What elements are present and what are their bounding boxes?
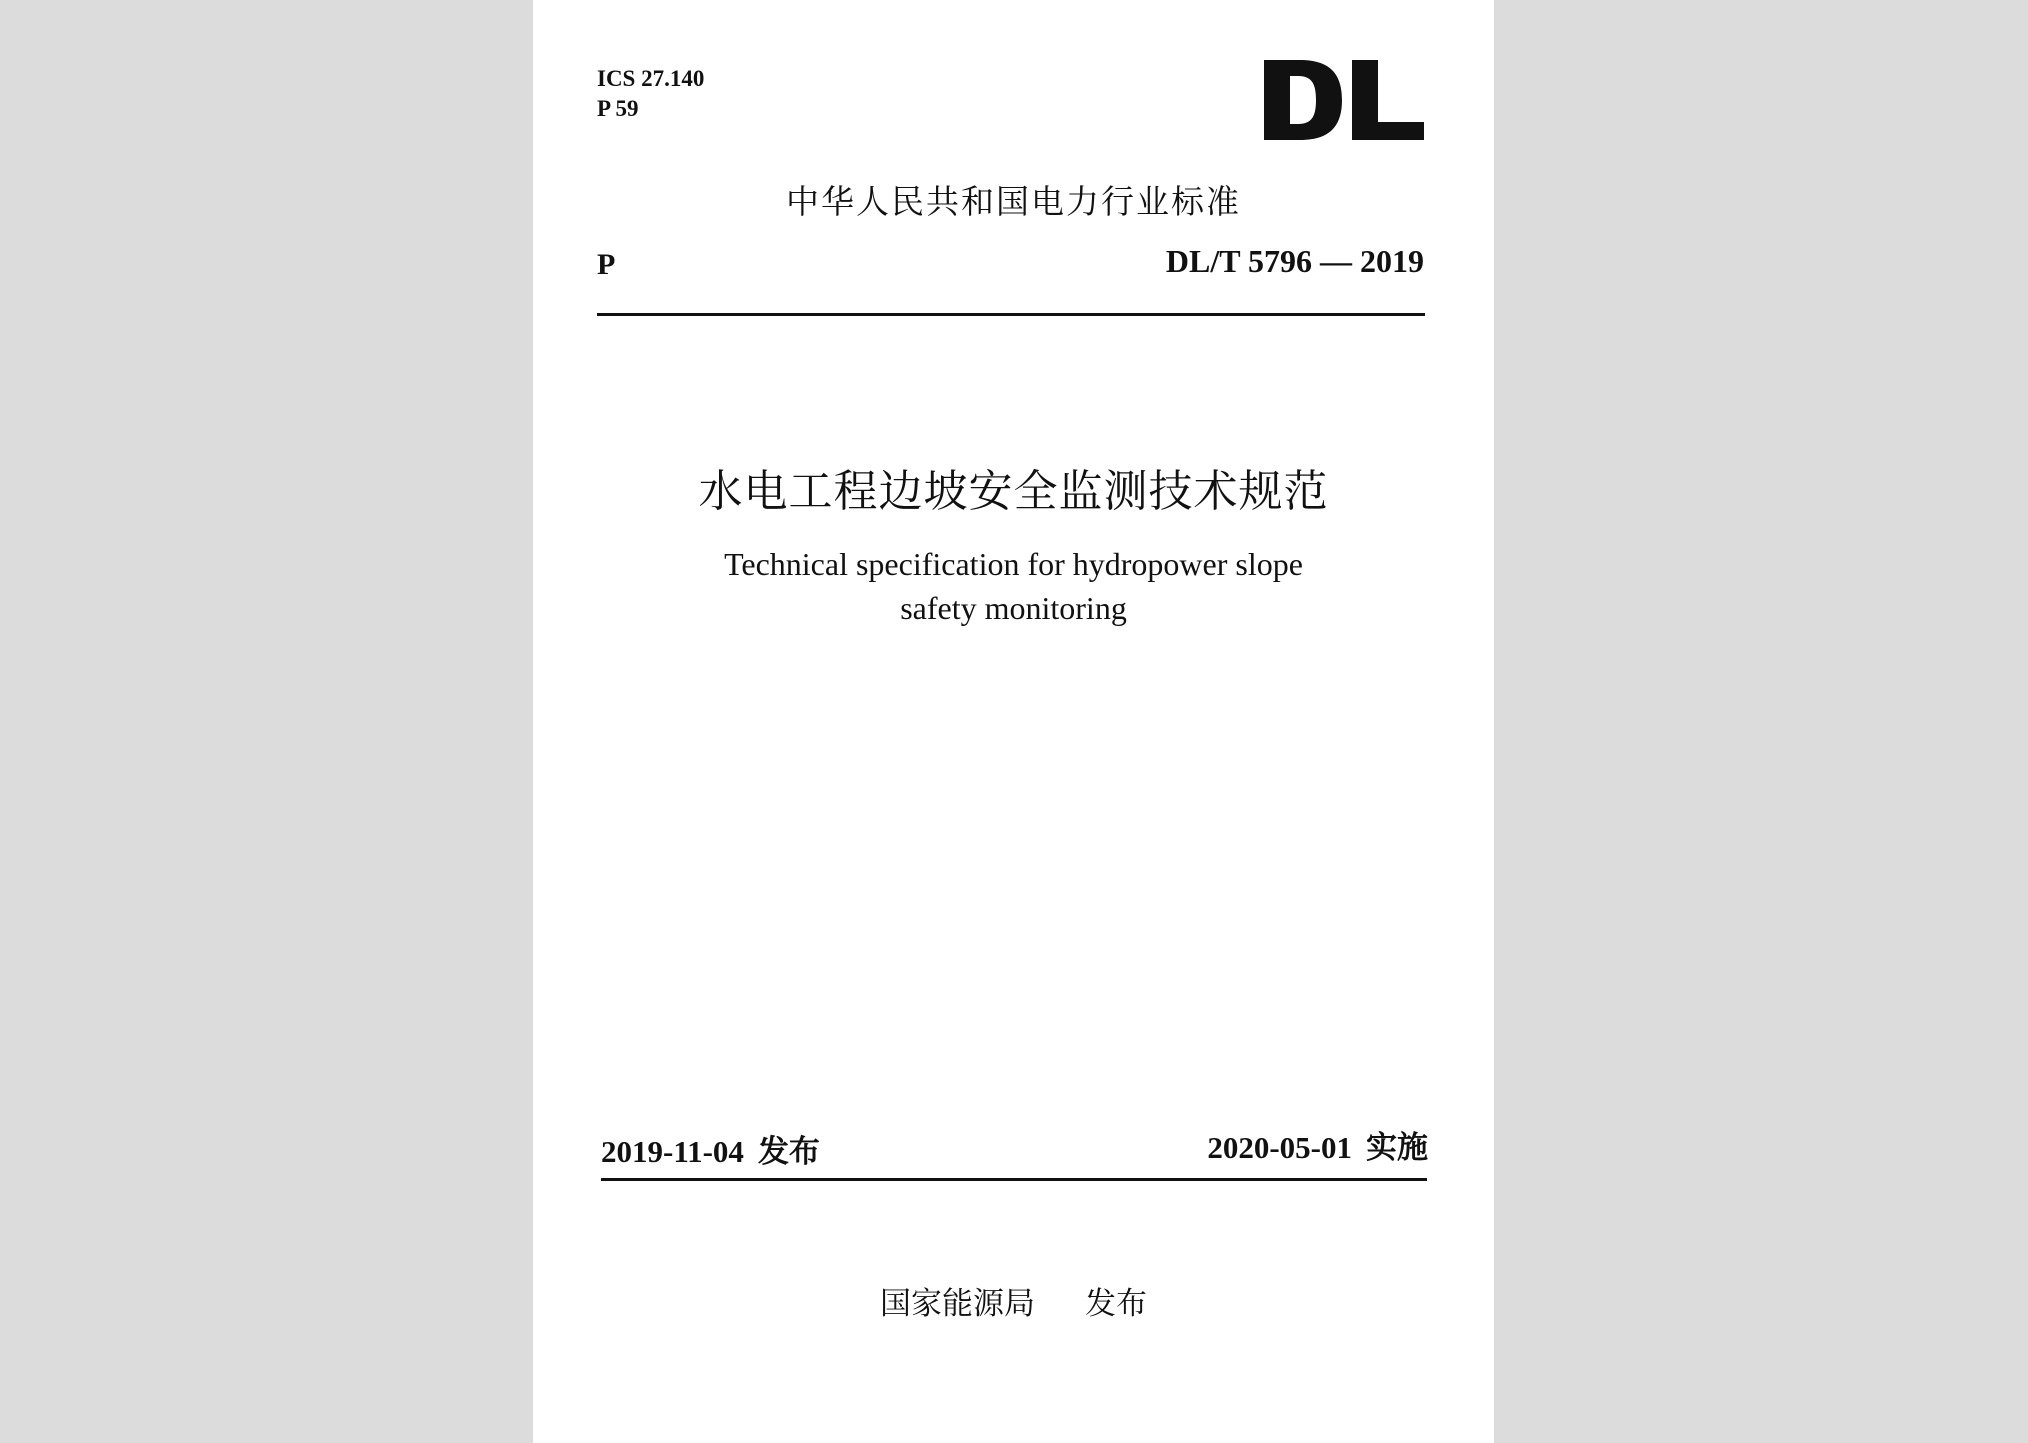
issue-label: 发布: [757, 1134, 820, 1170]
issue-date-block: [601, 1126, 820, 1171]
ccs-code: P 59: [597, 96, 639, 121]
title-english-line1: Technical specification for hydropower slope: [724, 546, 1303, 582]
top-divider: [597, 313, 1425, 316]
document-page: [533, 0, 1494, 1443]
bottom-divider: [601, 1178, 1427, 1181]
publisher-action: 发布: [1085, 1286, 1147, 1322]
effective-date-block: [1207, 1122, 1428, 1167]
effective-label: 实施: [1366, 1130, 1428, 1166]
classification-letter: P: [597, 248, 616, 281]
title-chinese: 水电工程边坡安全监测技术规范: [698, 466, 1329, 517]
standard-header: 中华人民共和国电力行业标准: [786, 182, 1241, 221]
publisher-name: 国家能源局: [880, 1286, 1035, 1322]
title-english: [533, 542, 1494, 630]
effective-date: 2020-05-01: [1207, 1130, 1352, 1165]
standard-number: DL/T 5796 — 2019: [1165, 243, 1424, 279]
classification-codes: [597, 64, 704, 124]
title-english-line2: safety monitoring: [900, 590, 1127, 626]
ics-code: ICS 27.140: [597, 66, 705, 91]
issue-date: 2019-11-04: [601, 1134, 744, 1169]
publisher-line: [533, 1278, 1494, 1323]
dl-logo: [1264, 60, 1424, 140]
